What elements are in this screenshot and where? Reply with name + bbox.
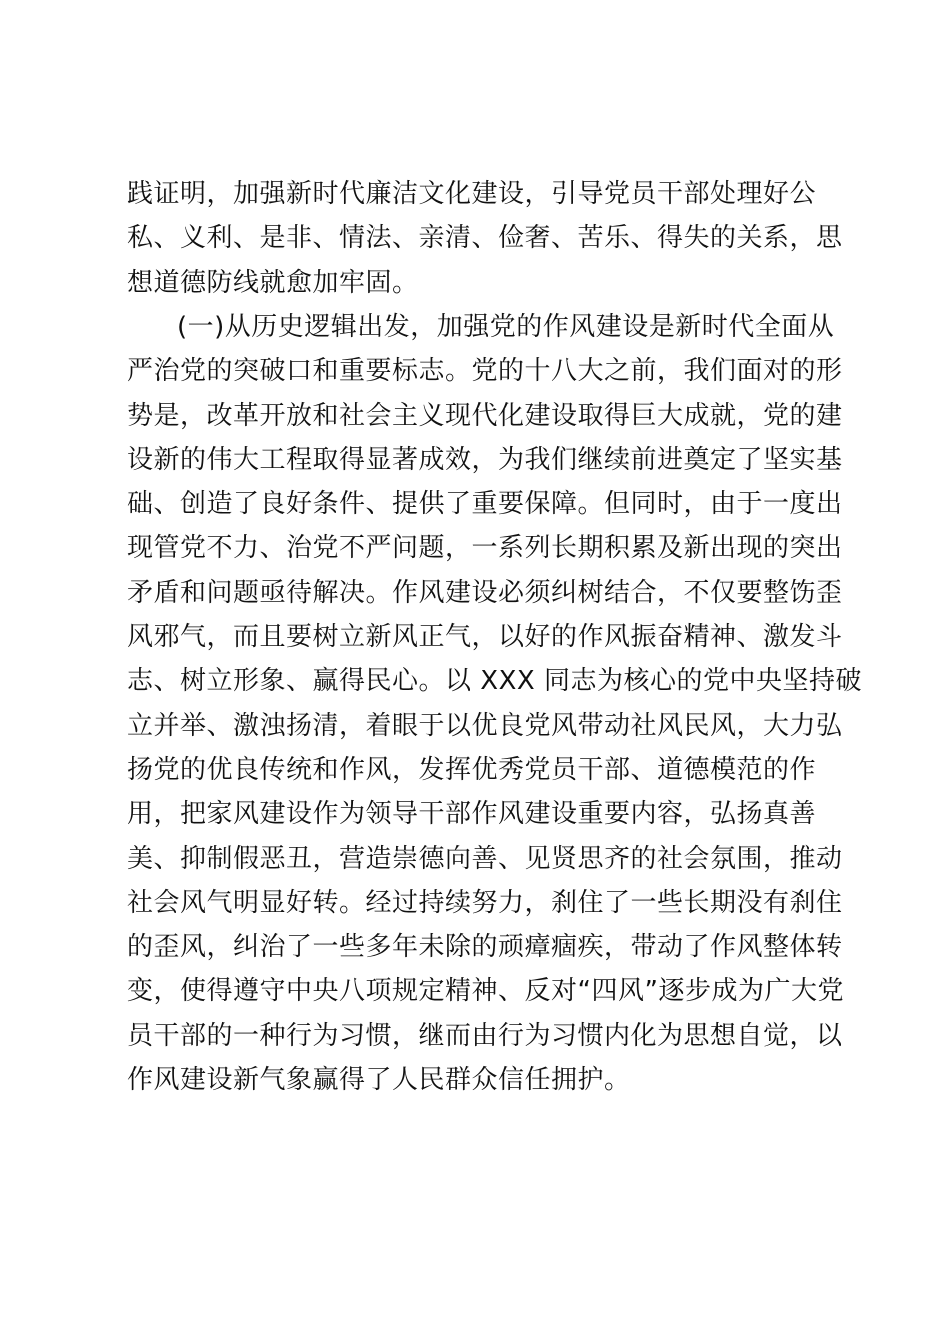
text-line: 想道德防线就愈加牢固。	[127, 267, 419, 298]
text-line: 社会风气明显好转。经过持续努力，刹住了一些长期没有刹住	[127, 887, 843, 918]
text-line: 的歪风，纠治了一些多年未除的顽瘴痼疾，带动了作风整体转	[127, 932, 843, 963]
paragraph-section-one	[127, 305, 862, 1102]
text-line: 美、抑制假恶丑，营造崇德向善、见贤思齐的社会氛围，推动	[127, 843, 843, 874]
text-line: 础、创造了良好条件、提供了重要保障。但同时，由于一度出	[127, 489, 843, 520]
text-line: 立并举、激浊扬清，着眼于以优良党风带动社风民风，大力弘	[127, 710, 843, 741]
text-line: 用，把家风建设作为领导干部作风建设重要内容，弘扬真善	[127, 799, 817, 830]
text-line-indented: (一)从历史逻辑出发，加强党的作风建设是新时代全面从	[177, 312, 835, 342]
text-line: 风邪气，而且要树立新风正气，以好的作风振奋精神、激发斗	[127, 622, 843, 653]
text-line: 现管党不力、治党不严问题，一系列长期积累及新出现的突出	[127, 533, 843, 564]
text-line: 践证明，加强新时代廉洁文化建设，引导党员干部处理好公	[127, 179, 817, 209]
text-line: 变，使得遵守中央八项规定精神、反对“四风”逐步成为广大党	[127, 976, 844, 1007]
text-line: 势是，改革开放和社会主义现代化建设取得巨大成就，党的建	[127, 400, 843, 431]
text-line: 志、树立形象、赢得民心。以 XXX 同志为核心的党中央坚持破	[127, 666, 862, 697]
text-line: 矛盾和问题亟待解决。作风建设必须纠树结合，不仅要整饬歪	[127, 577, 843, 608]
text-line: 员干部的一种行为习惯，继而由行为习惯内化为思想自觉，以	[127, 1020, 843, 1051]
text-line: 私、义利、是非、情法、亲清、俭奢、苦乐、得失的关系，思	[127, 223, 843, 254]
paragraph-continuation	[127, 172, 843, 305]
text-line: 作风建设新气象赢得了人民群众信任拥护。	[127, 1065, 631, 1096]
text-line: 严治党的突破口和重要标志。党的十八大之前，我们面对的形	[127, 356, 843, 387]
text-line: 扬党的优良传统和作风，发挥优秀党员干部、道德模范的作	[127, 754, 817, 785]
text-line: 设新的伟大工程取得显著成效，为我们继续前进奠定了坚实基	[127, 444, 843, 475]
